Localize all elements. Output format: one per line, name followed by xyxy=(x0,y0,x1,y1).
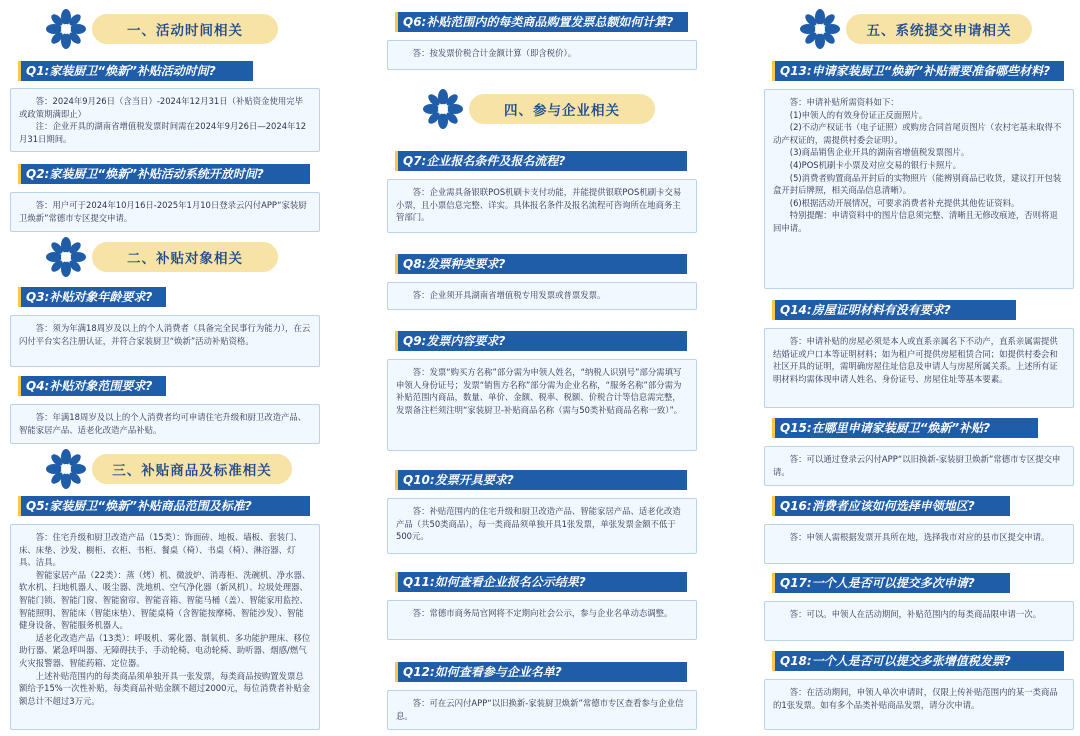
answer-q13 xyxy=(764,89,1074,289)
answer-q17 xyxy=(764,601,1074,641)
answer-q4 xyxy=(10,404,320,444)
answer-text: 智能家居产品（22类）：蒸（烤）机、微波炉、消毒柜、洗碗机、净水器、软水机、扫地机器人、吸尘器、洗地机、空气净化器（新风机）、垃圾处理器、智能门锁、智能门窗、智能窗帘、智能音箱、智能马桶（盖）、智能家用监控、智能照明、智能床（智能床垫）、智能桌椅（含智能按摩椅、智能沙发）、智能健身设备、智能服务机器人。 xyxy=(19,569,311,631)
answer-text: 答：按发票价税合计金额计算（即含税价）。 xyxy=(412,48,577,58)
answer-text: 答：申领人需根据发票开具所在地，选择我市对应的县市区提交申请。 xyxy=(789,532,1050,542)
answer-text: 答：企业需具备银联POS机刷卡支付功能，并能提供银联POS机刷卡交易小票，且小票信息完整、详实。具体报名条件及报名流程可咨询所在地商务主管部门。 xyxy=(396,187,682,223)
question-q15: Q15:在哪里申请家装厨卫“焕新”补贴? xyxy=(772,418,1038,438)
answer-text: (2)不动产权证书（电子证照）或购房合同首尾页图片（农村宅基未取得不动产权证的，需提供村委会证明）。 xyxy=(773,122,1062,145)
answer-q18 xyxy=(764,679,1074,730)
answer-text: (5)消费者购置商品开封后的实物照片（能辨别商品已收货，建议打开包装盒开封后牌照，相关商品信息清晰）。 xyxy=(773,172,1062,196)
question-q1: Q1:家装厨卫“焕新”补贴活动时间? xyxy=(18,61,253,81)
section-title: 一、活动时间相关 xyxy=(92,14,278,44)
answer-text: 答：企业须开具湖南省增值税专用发票或普票发票。 xyxy=(412,290,606,300)
flower-icon xyxy=(46,237,86,277)
answer-text: 特别提醒：申请资料中的图片信息须完整、清晰且无修改痕迹，否则将退回申请。 xyxy=(773,210,1058,233)
answer-text: 答：申请补贴的房屋必须是本人或直系亲属名下不动产，直系亲属需提供结婚证或户口本等证明材料；如为租户可提供房屋租赁合同；如提供村委会和社区开具的证明，需明确房屋住址信息及申请人与房屋所属关系。上述所有证明材料均需体现申请人姓名、身份证号、房屋住址等基本要素。 xyxy=(773,336,1058,384)
section-header-products xyxy=(46,452,278,486)
answer-text: 答：申请补贴所需资料如下： xyxy=(789,97,899,107)
question-q9: Q9:发票内容要求? xyxy=(395,331,687,351)
answer-text: (4)POS机刷卡小票及对应交易的银行卡照片。 xyxy=(789,159,961,170)
question-q17: Q17:一个人是否可以提交多次申请? xyxy=(772,573,1010,593)
answer-text: (1)申领人的有效身份证正反面照片。 xyxy=(789,109,928,120)
answer-text: 答：可以。申领人在活动期间，补贴范围内的每类商品限申请一次。 xyxy=(789,609,1042,619)
question-q16: Q16:消费者应该如何选择申领地区? xyxy=(772,496,1010,516)
question-q6: Q6:补贴范围内的每类商品购置发票总额如何计算? xyxy=(395,12,688,32)
answer-text: (3)商品销售企业开具的湖南省增值税发票图片。 xyxy=(789,147,970,158)
answer-q3 xyxy=(10,315,320,367)
answer-text: (6)根据活动开展情况，可要求消费者补充提供其他佐证资料。 xyxy=(789,197,1020,208)
flower-icon xyxy=(46,449,86,489)
question-q10: Q10:发票开具要求? xyxy=(395,470,687,490)
answer-q6 xyxy=(387,40,697,70)
answer-text: 答：可以通过登录云闪付APP“以旧换新-家装厨卫焕新”常德市专区提交申请。 xyxy=(773,454,1061,477)
section-title: 五、系统提交申请相关 xyxy=(846,14,1032,44)
question-q12: Q12:如何查看参与企业名单? xyxy=(395,662,687,682)
answer-q11 xyxy=(387,600,697,640)
flower-icon xyxy=(423,89,463,129)
question-q4: Q4:补贴对象范围要求? xyxy=(18,376,166,396)
answer-q12 xyxy=(387,690,697,730)
answer-text: 答：年满18周岁及以上的个人消费者均可申请住宅升级和厨卫改造产品、智能家居产品、适老化改造产品补贴。 xyxy=(19,412,307,435)
answer-text: 答：须为年满18周岁及以上的个人消费者（具备完全民事行为能力），在云闪付平台实名注册认证，并符合家装厨卫“焕新”活动补贴资格。 xyxy=(19,323,311,346)
question-q11: Q11:如何查看企业报名公示结果? xyxy=(395,572,687,592)
answer-q16 xyxy=(764,524,1074,564)
section-title: 三、补贴商品及标准相关 xyxy=(92,454,292,484)
section-header-enterprise xyxy=(423,92,655,126)
question-q13: Q13:申请家装厨卫“焕新”补贴需要准备哪些材料? xyxy=(772,61,1064,81)
question-q14: Q14:房屋证明材料有没有要求? xyxy=(772,300,1016,320)
answer-q9 xyxy=(387,359,697,451)
question-q5: Q5:家装厨卫“焕新”补贴商品范围及标准? xyxy=(18,496,310,516)
answer-text: 答：可在云闪付APP“以旧换新-家装厨卫焕新”常德市专区查看参与企业信息。 xyxy=(396,698,684,721)
answer-q15 xyxy=(764,446,1074,486)
question-q8: Q8:发票种类要求? xyxy=(395,254,687,274)
question-q3: Q3:补贴对象年龄要求? xyxy=(18,287,166,307)
answer-text: 答：用户可于2024年10月16日-2025年1月10日登录云闪付APP“家装厨卫焕新”常德市专区提交申请。 xyxy=(19,200,307,223)
answer-q10 xyxy=(387,498,697,554)
section-title: 二、补贴对象相关 xyxy=(92,242,278,272)
section-header-time xyxy=(46,12,278,46)
question-q18: Q18:一个人是否可以提交多张增值税发票? xyxy=(772,651,1064,671)
answer-q14 xyxy=(764,328,1074,408)
answer-text: 答：发票“购买方名称”部分需为申领人姓名，“纳税人识别号”部分需填写申领人身份证号；发票“销售方名称”部分需为企业名称，“服务名称”部分需为补贴范围内商品，数量、单价、金额、税率、税额、价税合计等信息需完整，发票备注栏须注明“家装厨卫-补贴商品名称（需与50类补贴商品名称一致）”。 xyxy=(396,367,683,415)
flower-icon xyxy=(800,9,840,49)
answer-text: 适老化改造产品（13类）：呼吸机、雾化器、制氧机、多功能护理床、移位助行器、紧急呼叫器、无障碍扶手、手动轮椅、电动轮椅、助听器、烟感/燃气火灾报警器、智能药箱、定位器。 xyxy=(19,632,311,668)
answer-text: 答：补贴范围内的住宅升级和厨卫改造产品、智能家居产品、适老化改造产品（共50类商品），每一类商品须单独开具1张发票，单张发票金额不低于500元。 xyxy=(396,506,681,542)
answer-text: 答：在活动期间，申领人单次申请时，仅限上传补贴范围内的某一类商品的1张发票。如有多个品类补贴商品发票，请分次申请。 xyxy=(773,687,1058,710)
answer-text: 答：常德市商务局官网将不定期向社会公示，参与企业名单动态调整。 xyxy=(412,608,673,618)
answer-text: 答：住宅升级和厨卫改造产品（15类）：饰面砖、地板、墙板、套装门、床、床垫、沙发、橱柜、衣柜、书柜、餐桌（椅）、书桌（椅）、淋浴器、灯具、洁具。 xyxy=(19,532,302,568)
answer-q1 xyxy=(10,88,320,152)
answer-q8 xyxy=(387,282,697,310)
answer-text: 答：2024年9月26日（含当日）-2024年12月31日（补贴资金使用完毕或政策期满即止） xyxy=(19,96,303,119)
question-q7: Q7:企业报名条件及报名流程? xyxy=(395,151,687,171)
answer-q7 xyxy=(387,179,697,233)
answer-text: 注：企业开具的湖南省增值税发票时间需在2024年9月26日—2024年12月31日期间。 xyxy=(19,121,307,144)
flower-icon xyxy=(46,9,86,49)
question-q2: Q2:家装厨卫“焕新”补贴活动系统开放时间? xyxy=(18,164,310,184)
answer-q5 xyxy=(10,524,320,730)
answer-text: 上述补贴范围内的每类商品须单独开具一张发票，每类商品按购置发票总额给予15%一次性补贴，每类商品补贴金额不超过2000元，每位消费者补贴金额总计不超过3万元。 xyxy=(19,670,311,706)
section-header-system xyxy=(800,12,1032,46)
answer-q2 xyxy=(10,192,320,232)
section-header-target xyxy=(46,240,278,274)
section-title: 四、参与企业相关 xyxy=(469,94,655,124)
